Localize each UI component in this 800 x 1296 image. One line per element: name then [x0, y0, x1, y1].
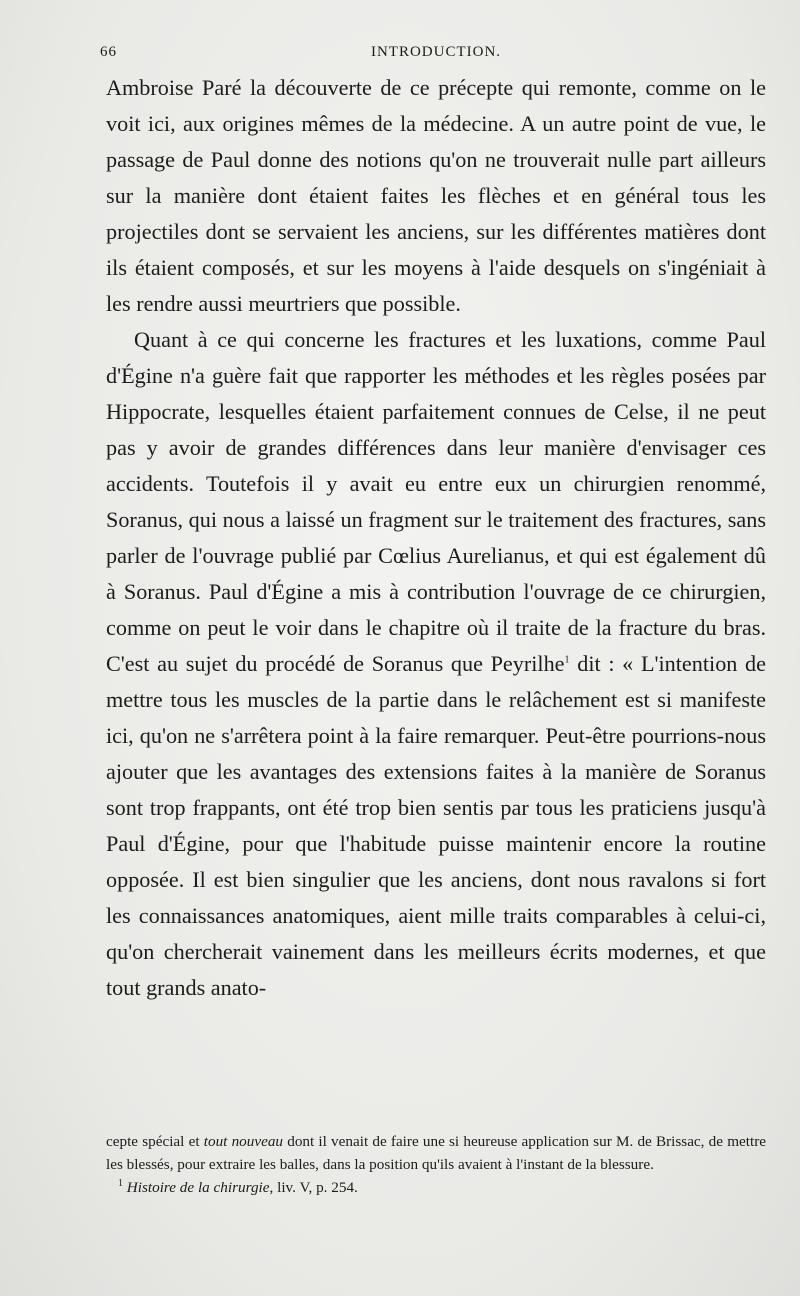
footnote-1-marker: 1	[118, 1177, 123, 1189]
footnote-1-citation: , liv. V, p. 254.	[269, 1179, 358, 1196]
page-number: 66	[100, 44, 117, 60]
footnote-continuation-text-a: cepte spécial et	[106, 1133, 204, 1150]
footnote-continuation-italic: tout nouveau	[203, 1133, 284, 1150]
running-title: INTRODUCTION.	[370, 44, 502, 60]
paragraph-2	[106, 322, 766, 1006]
footnote-continuation-text-b: dont il venait de faire une si heureuse application sur M. de Brissac, de mettre les blessés, pour extraire les balles, dans la position qu'ils avaient à l'instant de la blessure.	[106, 1133, 766, 1173]
paragraph-2-text-a: Quant à ce qui concerne les fractures et les luxations, comme Paul d'Égine n'a guère fait que rapporter les méthodes et les règles posées par Hippocrate, lesquelles étaient parfaitement connues de Celse, il ne peut pas y avoir de grandes différences dans leur manière d'envisager ces accidents. Toutefois il y avait eu entre eux un chirurgien renommé, Soranus, qui nous a laissé un fragment sur le traitement des fractures, sans parler de l'ouvrage publié par Cœlius Aurelianus, et qui est également dû à Soranus. Paul d'Égine a mis à contribution l'ouvrage de ce chirurgien, comme on peut le voir dans le chapitre où il traite de la fracture du bras. C'est au sujet du procédé de Soranus que Peyrilhe	[106, 327, 766, 676]
footnote-reference-1: 1	[564, 654, 570, 666]
paragraph-2-text-b: dit : « L'intention de mettre tous les muscles de la partie dans le relâchement est si manifeste ici, qu'on ne s'arrêtera point à la faire remarquer. Peut-être pourrions-nous ajouter que les avantages des extensions faites à la manière de Soranus sont trop frappants, ont été trop bien sentis par tous les praticiens jusqu'à Paul d'Égine, pour que l'habitude puisse maintenir encore la routine opposée. Il est bien singulier que les anciens, dont nous ravalons si fort les connaissances anatomiques, aient mille traits comparables à celui-ci, qu'on chercherait vainement dans les meilleurs écrits modernes, et que tout grands anato-	[106, 651, 766, 1000]
footnote-1	[106, 1176, 766, 1199]
main-text	[106, 70, 766, 1006]
footnotes	[106, 1130, 766, 1199]
footnote-continuation	[106, 1130, 766, 1176]
paragraph-1: Ambroise Paré la découverte de ce précepte qui remonte, comme on le voit ici, aux origines mêmes de la médecine. A un autre point de vue, le passage de Paul donne des notions qu'on ne trouverait nulle part ailleurs sur la manière dont étaient faites les flèches et en général tous les projectiles dont se servaient les anciens, sur les différentes matières dont ils étaient composés, et sur les moyens à l'aide desquels on s'ingéniait à les rendre aussi meurtriers que possible.	[106, 75, 766, 316]
running-head	[100, 44, 772, 68]
footnote-1-title: Histoire de la chirurgie	[126, 1179, 270, 1196]
